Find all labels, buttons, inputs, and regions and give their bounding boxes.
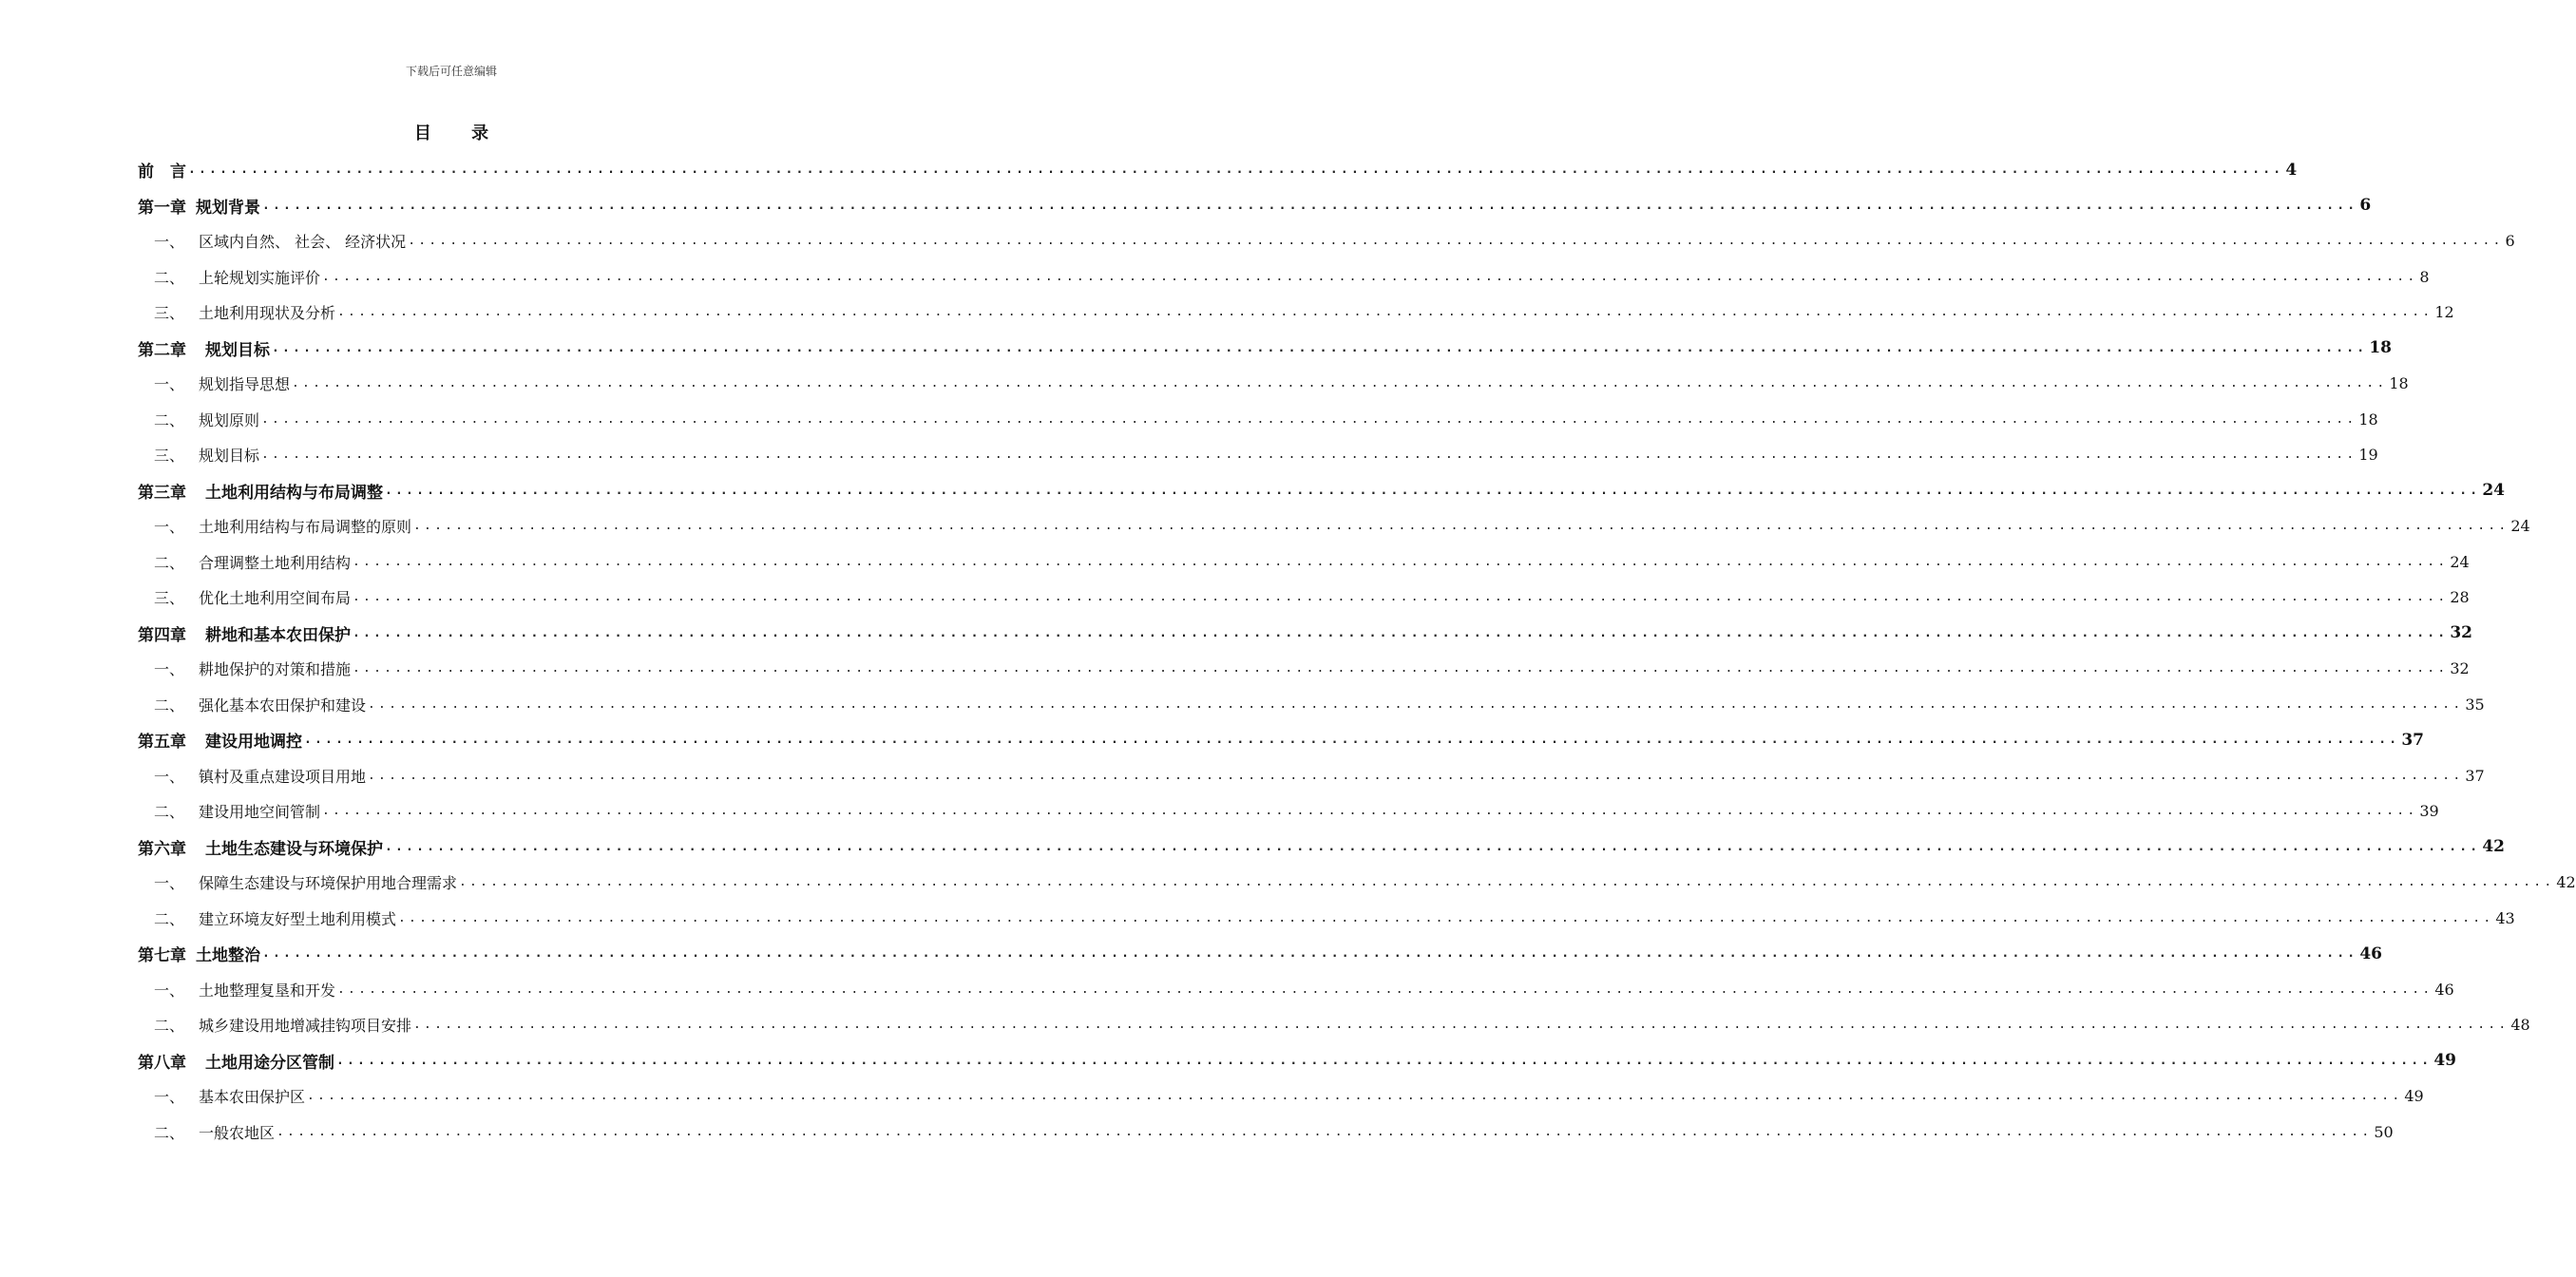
toc-dot-leader: ........................................................................................................................................................................................................	[272, 340, 2368, 355]
toc-entry-label	[154, 586, 351, 608]
toc-dot-leader: ........................................................................................................................................................................................................	[262, 198, 2358, 213]
toc-entry-title: 规划目标	[205, 340, 270, 360]
toc-section-entry[interactable]	[138, 1115, 2394, 1151]
toc-entry-label	[154, 301, 335, 323]
toc-entry-number: 第四章	[138, 625, 186, 645]
toc-page-number: 6	[2359, 196, 2372, 216]
toc-entry-number: 第五章	[138, 733, 186, 753]
toc-dot-leader: ........................................................................................................................................................................................................	[261, 448, 2357, 463]
toc-chapter-entry[interactable]	[138, 829, 2506, 866]
toc-dot-leader: ........................................................................................................................................................................................................	[413, 1018, 2509, 1033]
toc-entry-number: 二、	[154, 268, 185, 287]
toc-entry-number: 一、	[154, 767, 185, 786]
toc-section-entry[interactable]	[138, 687, 2485, 723]
toc-page-number: 18	[2369, 338, 2393, 358]
toc-chapter-entry[interactable]	[138, 616, 2473, 652]
toc-chapter-entry[interactable]	[138, 152, 2298, 188]
toc-section-entry[interactable]	[138, 544, 2470, 581]
toc-entry-number: 二、	[154, 909, 185, 928]
toc-entry-label	[154, 979, 335, 1001]
toc-entry-title: 规划背景	[196, 198, 260, 218]
toc-dot-leader: ........................................................................................................................................................................................................	[368, 768, 2464, 783]
toc-page-number: 43	[2495, 908, 2515, 927]
toc-page-number: 37	[2465, 766, 2485, 785]
toc-entry-number: 三、	[154, 304, 185, 323]
toc-entry-label	[154, 800, 320, 822]
toc-section-entry[interactable]	[138, 223, 2515, 259]
toc-section-entry[interactable]	[138, 972, 2454, 1008]
toc-entry-label	[154, 765, 366, 787]
toc-entry-title: 优化土地利用空间布局	[199, 589, 352, 608]
toc-dot-leader: ........................................................................................................................................................................................................	[322, 804, 2418, 819]
toc-entry-title: 一般农地区	[199, 1123, 276, 1142]
toc-entry-label	[138, 621, 351, 645]
toc-dot-leader: ........................................................................................................................................................................................................	[307, 1089, 2403, 1104]
toc-entry-title: 建设用地空间管制	[199, 803, 321, 822]
toc-page-number: 49	[2433, 1051, 2457, 1071]
toc-dot-leader: ........................................................................................................................................................................................................	[188, 162, 2284, 178]
toc-entry-number: 第二章	[138, 340, 186, 360]
toc-section-entry[interactable]	[138, 437, 2378, 473]
toc-page-number: 39	[2419, 802, 2439, 821]
toc-entry-label	[154, 1121, 275, 1143]
toc-section-entry[interactable]	[138, 366, 2409, 402]
table-of-contents	[138, 152, 2576, 1150]
toc-entry-title: 规划原则	[199, 410, 260, 429]
toc-dot-leader: ........................................................................................................................................................................................................	[385, 839, 2481, 854]
toc-entry-label	[154, 372, 290, 394]
toc-entry-label	[138, 158, 186, 181]
toc-dot-leader: ........................................................................................................................................................................................................	[353, 554, 2449, 569]
toc-entry-number: 第六章	[138, 839, 186, 859]
toc-chapter-entry[interactable]	[138, 722, 2425, 758]
toc-entry-title: 土地整理复垦和开发	[199, 981, 336, 1000]
toc-entry-number: 第一章	[138, 198, 186, 218]
toc-entry-title: 保障生态建设与环境保护用地合理需求	[199, 874, 458, 893]
toc-dot-leader: ........................................................................................................................................................................................................	[459, 875, 2555, 890]
toc-entry-title: 规划目标	[199, 447, 260, 466]
toc-entry-label	[138, 835, 383, 859]
toc-entry-label	[138, 728, 302, 752]
toc-entry-label	[154, 694, 366, 715]
toc-chapter-entry[interactable]	[138, 473, 2506, 509]
toc-entry-number: 二、	[154, 410, 185, 429]
toc-entry-label	[154, 907, 396, 929]
toc-page-number: 4	[2285, 160, 2298, 180]
toc-entry-label	[138, 942, 260, 965]
toc-entry-title: 土地整治	[196, 946, 260, 966]
toc-dot-leader: ........................................................................................................................................................................................................	[398, 910, 2494, 925]
toc-entry-title: 建设用地调控	[205, 733, 302, 753]
toc-dot-leader: ........................................................................................................................................................................................................	[353, 590, 2449, 605]
toc-entry-title: 规划指导思想	[199, 375, 291, 394]
toc-dot-leader: ........................................................................................................................................................................................................	[385, 483, 2481, 498]
toc-page-number: 18	[2358, 410, 2378, 429]
toc-entry-number: 二、	[154, 1017, 185, 1036]
toc-section-entry[interactable]	[138, 865, 2576, 901]
toc-entry-title: 土地生态建设与环境保护	[205, 839, 383, 859]
toc-dot-leader: ........................................................................................................................................................................................................	[368, 696, 2464, 712]
toc-section-entry[interactable]	[138, 651, 2470, 687]
toc-entry-number: 二、	[154, 696, 185, 715]
toc-page-number: 32	[2450, 623, 2473, 643]
toc-page-number: 12	[2434, 303, 2454, 322]
page-header-note: 下载后可任意编辑	[405, 65, 497, 78]
toc-page-number: 18	[2389, 374, 2409, 393]
toc-page-number: 48	[2510, 1016, 2530, 1035]
toc-entry-title: 强化基本农田保护和建设	[199, 696, 367, 715]
toc-dot-leader: ........................................................................................................................................................................................................	[261, 411, 2357, 427]
toc-entry-label	[154, 1014, 411, 1036]
toc-page-number: 24	[2510, 517, 2530, 536]
toc-entry-label	[138, 336, 270, 360]
toc-section-entry[interactable]	[138, 259, 2430, 295]
toc-entry-number: 一、	[154, 375, 185, 394]
toc-section-entry[interactable]	[138, 1007, 2530, 1043]
toc-entry-title: 耕地保护的对策和措施	[199, 660, 352, 679]
toc-dot-leader: ........................................................................................................................................................................................................	[408, 234, 2504, 249]
toc-section-entry[interactable]	[138, 295, 2454, 331]
toc-page-number: 24	[2482, 481, 2506, 501]
toc-page-number: 37	[2401, 730, 2425, 750]
toc-dot-leader: ........................................................................................................................................................................................................	[336, 1053, 2433, 1068]
toc-entry-number: 一、	[154, 660, 185, 679]
toc-chapter-entry[interactable]	[138, 188, 2372, 224]
toc-dot-leader: ........................................................................................................................................................................................................	[413, 519, 2509, 534]
toc-entry-title: 城乡建设用地增减挂钩项目安排	[199, 1017, 412, 1036]
toc-entry-label	[154, 230, 406, 252]
toc-entry-label	[138, 194, 260, 218]
toc-chapter-entry[interactable]	[138, 936, 2383, 972]
toc-section-entry[interactable]	[138, 580, 2470, 616]
toc-entry-label	[154, 871, 457, 893]
toc-entry-label	[154, 409, 259, 430]
toc-section-entry[interactable]	[138, 758, 2485, 794]
toc-entry-number: 二、	[154, 1123, 185, 1142]
toc-dot-leader: ........................................................................................................................................................................................................	[304, 733, 2400, 748]
toc-dot-leader: ........................................................................................................................................................................................................	[292, 376, 2388, 391]
toc-dot-leader: ........................................................................................................................................................................................................	[322, 269, 2418, 284]
toc-section-entry[interactable]	[138, 793, 2439, 829]
toc-entry-title: 前 言	[138, 162, 186, 182]
toc-entry-title: 镇村及重点建设项目用地	[199, 767, 367, 786]
toc-entry-title: 土地利用结构与布局调整	[205, 483, 383, 503]
toc-entry-label	[138, 1049, 334, 1073]
toc-dot-leader: ........................................................................................................................................................................................................	[353, 625, 2449, 640]
toc-entry-title: 基本农田保护区	[199, 1088, 306, 1107]
toc-page-number: 50	[2374, 1122, 2394, 1141]
toc-chapter-entry[interactable]	[138, 1043, 2457, 1079]
toc-page-number: 35	[2465, 695, 2485, 714]
toc-page-number: 32	[2450, 659, 2470, 678]
toc-page-number: 8	[2419, 267, 2430, 286]
toc-entry-label	[154, 266, 320, 288]
toc-section-entry[interactable]	[138, 901, 2515, 937]
toc-page-number: 42	[2482, 837, 2506, 857]
toc-page-number: 28	[2450, 588, 2470, 607]
toc-entry-number: 一、	[154, 981, 185, 1000]
toc-entry-title: 上轮规划实施评价	[199, 268, 321, 287]
toc-section-entry[interactable]	[138, 1078, 2424, 1115]
toc-entry-label	[154, 658, 351, 679]
toc-entry-number: 三、	[154, 447, 185, 466]
toc-entry-number: 一、	[154, 874, 185, 893]
toc-entry-label	[154, 551, 351, 573]
toc-page-number: 24	[2450, 552, 2470, 571]
toc-entry-number: 二、	[154, 803, 185, 822]
toc-dot-leader: ........................................................................................................................................................................................................	[337, 305, 2433, 320]
toc-dot-leader: ........................................................................................................................................................................................................	[262, 946, 2358, 962]
toc-entry-label	[138, 479, 383, 503]
toc-entry-title: 区域内自然、 社会、 经济状况	[199, 233, 407, 252]
toc-entry-label	[154, 515, 411, 537]
toc-chapter-entry[interactable]	[138, 331, 2393, 367]
toc-entry-number: 第三章	[138, 483, 186, 503]
toc-entry-number: 一、	[154, 1088, 185, 1107]
toc-entry-title: 耕地和基本农田保护	[205, 625, 351, 645]
toc-page-number: 46	[2359, 943, 2383, 963]
toc-page-number: 46	[2434, 980, 2454, 999]
toc-entry-title: 合理调整土地利用结构	[199, 553, 352, 572]
toc-title: 目 录	[413, 124, 506, 143]
toc-entry-label	[154, 1085, 305, 1107]
toc-page-number: 42	[2556, 873, 2576, 892]
toc-section-entry[interactable]	[138, 402, 2378, 438]
toc-dot-leader: ........................................................................................................................................................................................................	[277, 1124, 2373, 1139]
toc-section-entry[interactable]	[138, 508, 2530, 544]
toc-entry-title: 土地用途分区管制	[205, 1053, 334, 1073]
toc-entry-number: 二、	[154, 553, 185, 572]
toc-page-number: 6	[2505, 232, 2515, 251]
toc-entry-title: 建立环境友好型土地利用模式	[199, 909, 397, 928]
toc-dot-leader: ........................................................................................................................................................................................................	[337, 982, 2433, 997]
toc-entry-number: 一、	[154, 518, 185, 537]
toc-entry-number: 一、	[154, 233, 185, 252]
toc-entry-number: 三、	[154, 589, 185, 608]
toc-page-number: 49	[2404, 1087, 2424, 1106]
toc-dot-leader: ........................................................................................................................................................................................................	[353, 661, 2449, 677]
toc-entry-title: 土地利用结构与布局调整的原则	[199, 518, 412, 537]
toc-entry-label	[154, 444, 259, 466]
toc-entry-number: 第七章	[138, 946, 186, 966]
toc-page-number: 19	[2358, 446, 2378, 465]
toc-entry-number: 第八章	[138, 1053, 186, 1073]
toc-entry-title: 土地利用现状及分析	[199, 304, 336, 323]
